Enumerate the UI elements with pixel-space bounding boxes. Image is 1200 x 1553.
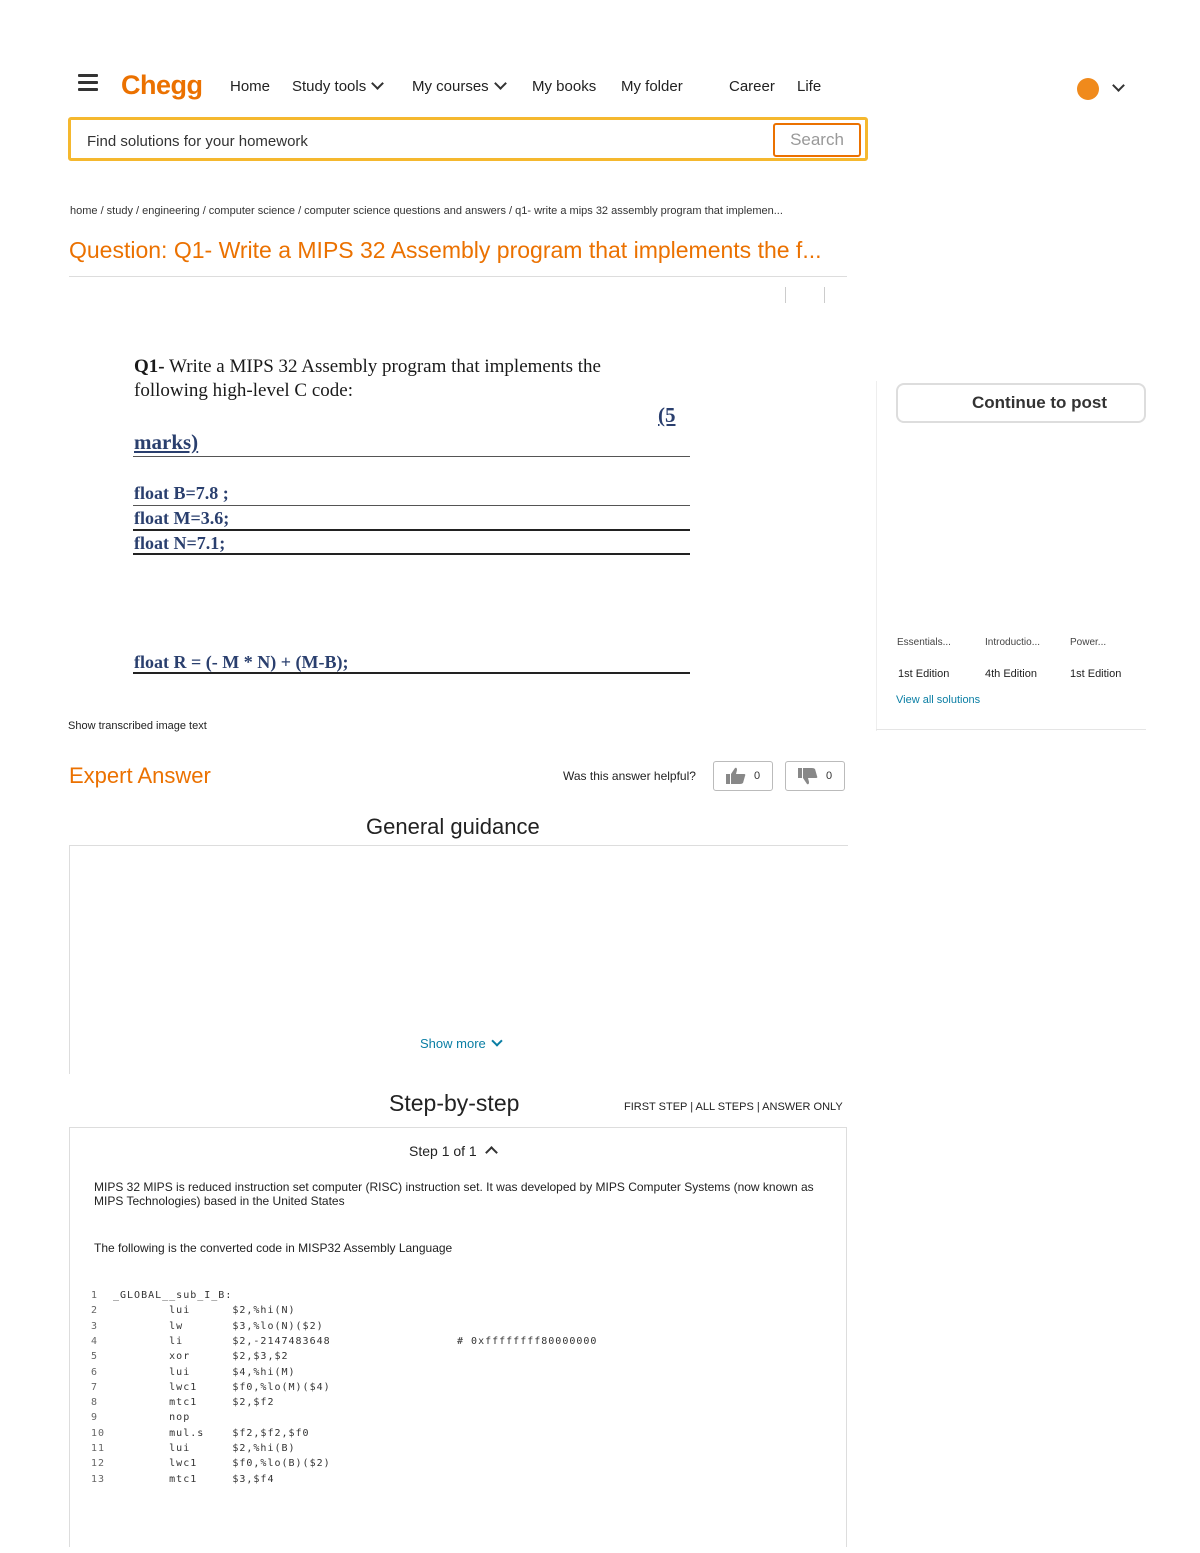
thumbs-up-icon [725, 767, 747, 785]
search-bar [68, 117, 868, 161]
question-number: Q1- [134, 356, 165, 377]
divider [133, 456, 690, 457]
nav-study-tools-label: Study tools [292, 78, 367, 95]
code-line [91, 1397, 274, 1408]
code-text: mtc1 $3,$f4 [113, 1473, 275, 1485]
code-line: float R = (- M * N) + (M-B); [134, 652, 349, 672]
book-edition: 4th Edition [985, 668, 1037, 680]
thumbs-down-button[interactable] [785, 761, 845, 791]
book-edition: 1st Edition [898, 668, 950, 680]
show-more-label: Show more [420, 1036, 486, 1051]
code-line [91, 1336, 597, 1347]
continue-to-post-button[interactable] [896, 383, 1146, 423]
nav-study-tools[interactable] [292, 78, 382, 95]
menu-icon[interactable] [78, 74, 98, 92]
code-text: li $2,-2147483648 # 0xffffffff80000000 [113, 1335, 598, 1347]
chevron-down-icon [1112, 79, 1125, 92]
search-input[interactable]: Find solutions for your homework [87, 133, 308, 150]
code-text: nop [113, 1412, 191, 1424]
step-view-links[interactable]: FIRST STEP | ALL STEPS | ANSWER ONLY [624, 1101, 843, 1113]
thumbs-up-count: 0 [754, 770, 761, 782]
line-number: 13 [91, 1473, 106, 1485]
code-line [91, 1428, 310, 1439]
step-by-step-heading: Step-by-step [389, 1090, 520, 1116]
show-transcribed-link[interactable]: Show transcribed image text [68, 720, 207, 732]
line-number: 1 [91, 1290, 99, 1301]
breadcrumb[interactable]: home / study / engineering / computer science / computer science questions and answers / q1- write a mips 32 assembly program that implemen... [70, 205, 783, 217]
code-text: lui $2,%hi(N) [113, 1305, 296, 1317]
avatar[interactable] [1077, 78, 1099, 100]
code-line: float M=3.6; [134, 508, 230, 528]
nav-my-courses-label: My courses [412, 78, 489, 95]
code-line [91, 1321, 324, 1332]
code-line [91, 1367, 296, 1378]
line-number: 11 [91, 1443, 106, 1454]
divider [824, 287, 825, 303]
code-line [91, 1290, 232, 1301]
code-line [91, 1351, 289, 1362]
nav-my-courses[interactable] [412, 78, 505, 95]
line-number: 10 [91, 1427, 106, 1439]
code-line [91, 1305, 296, 1316]
book-title[interactable]: Essentials... [897, 637, 951, 648]
line-number: 6 [91, 1366, 99, 1378]
continue-to-post-label: Continue to post [972, 393, 1108, 412]
book-titles [895, 637, 1135, 650]
question-image-line [134, 355, 694, 379]
code-line [91, 1412, 190, 1423]
step-label: Step 1 of 1 [409, 1143, 477, 1159]
question-marks: marks) [134, 430, 199, 454]
code-text: mul.s $f2,$f2,$f0 [113, 1427, 310, 1439]
code-text: _GLOBAL__sub_I_B: [113, 1290, 233, 1301]
chegg-logo[interactable]: Chegg [121, 70, 203, 100]
line-number: 8 [91, 1397, 99, 1409]
divider [133, 672, 690, 674]
code-text: lwc1 $f0,%lo(M)($4) [113, 1381, 331, 1393]
code-line [91, 1458, 331, 1469]
code-text: lui $4,%hi(M) [113, 1366, 296, 1378]
question-title: Q1- Write a MIPS 32 Assembly program that implements the f... [173, 237, 822, 263]
line-number: 3 [91, 1320, 99, 1332]
step-paragraph: The following is the converted code in MISP32 Assembly Language [94, 1241, 453, 1255]
code-line [91, 1474, 274, 1485]
general-guidance-heading: General guidance [366, 814, 540, 839]
thumbs-down-icon [797, 767, 819, 785]
code-line: float N=7.1; [134, 533, 226, 553]
chevron-down-icon [491, 1035, 502, 1046]
code-text: mtc1 $2,$f2 [113, 1397, 275, 1409]
thumbs-down-count: 0 [826, 770, 833, 782]
step-paragraph: MIPS 32 MIPS is reduced instruction set computer (RISC) instruction set. It was developed by MIPS Computer Systems (now known as MIPS Technologies) based in the United States [94, 1180, 814, 1208]
chevron-down-icon [371, 77, 384, 90]
nav-home[interactable]: Home [230, 78, 271, 95]
book-edition: 1st Edition [1070, 668, 1122, 680]
code-line [91, 1443, 296, 1454]
code-line [91, 1382, 331, 1393]
nav-my-books[interactable]: My books [532, 78, 597, 95]
nav-career[interactable]: Career [729, 78, 775, 95]
divider [785, 287, 786, 303]
show-more-link[interactable] [420, 1036, 501, 1051]
question-image-line-1-rest: Write a MIPS 32 Assembly program that implements the [169, 356, 601, 377]
code-line: float B=7.8 ; [134, 483, 229, 503]
code-text: lwc1 $f0,%lo(B)($2) [113, 1458, 331, 1470]
line-number: 5 [91, 1351, 99, 1363]
thumbs-up-button[interactable] [713, 761, 773, 791]
divider [133, 553, 690, 555]
chevron-up-icon [485, 1146, 498, 1159]
book-title[interactable]: Introductio... [985, 637, 1041, 648]
line-number: 2 [91, 1305, 99, 1317]
divider [876, 381, 877, 731]
step-toggle[interactable] [409, 1143, 496, 1159]
view-all-solutions-link[interactable]: View all solutions [896, 694, 981, 706]
page-title [69, 237, 822, 264]
question-image-text [134, 355, 694, 403]
code-text: xor $2,$3,$2 [113, 1351, 289, 1363]
divider [133, 529, 690, 531]
line-number: 12 [91, 1458, 106, 1470]
line-number: 9 [91, 1412, 99, 1424]
search-button[interactable]: Search [773, 123, 861, 157]
nav-life[interactable]: Life [797, 78, 822, 95]
line-number: 7 [91, 1381, 99, 1393]
divider [69, 276, 847, 277]
question-marks-open: (5 [658, 403, 676, 427]
divider [876, 729, 1146, 730]
line-number: 4 [91, 1335, 99, 1347]
code-text: lw $3,%lo(N)($2) [113, 1320, 324, 1332]
nav-my-folder[interactable]: My folder [621, 78, 683, 95]
code-text: lui $2,%hi(B) [113, 1443, 296, 1454]
book-title[interactable]: Power... [1070, 637, 1107, 648]
helpful-prompt: Was this answer helpful? [563, 769, 696, 783]
question-label: Question: [69, 237, 168, 263]
chevron-down-icon [494, 77, 507, 90]
divider [133, 505, 690, 506]
expert-answer-heading: Expert Answer [69, 763, 211, 788]
account-menu[interactable] [1107, 80, 1123, 98]
question-image-line-2: following high-level C code: [134, 380, 353, 401]
sidebar-panel [876, 381, 1146, 412]
